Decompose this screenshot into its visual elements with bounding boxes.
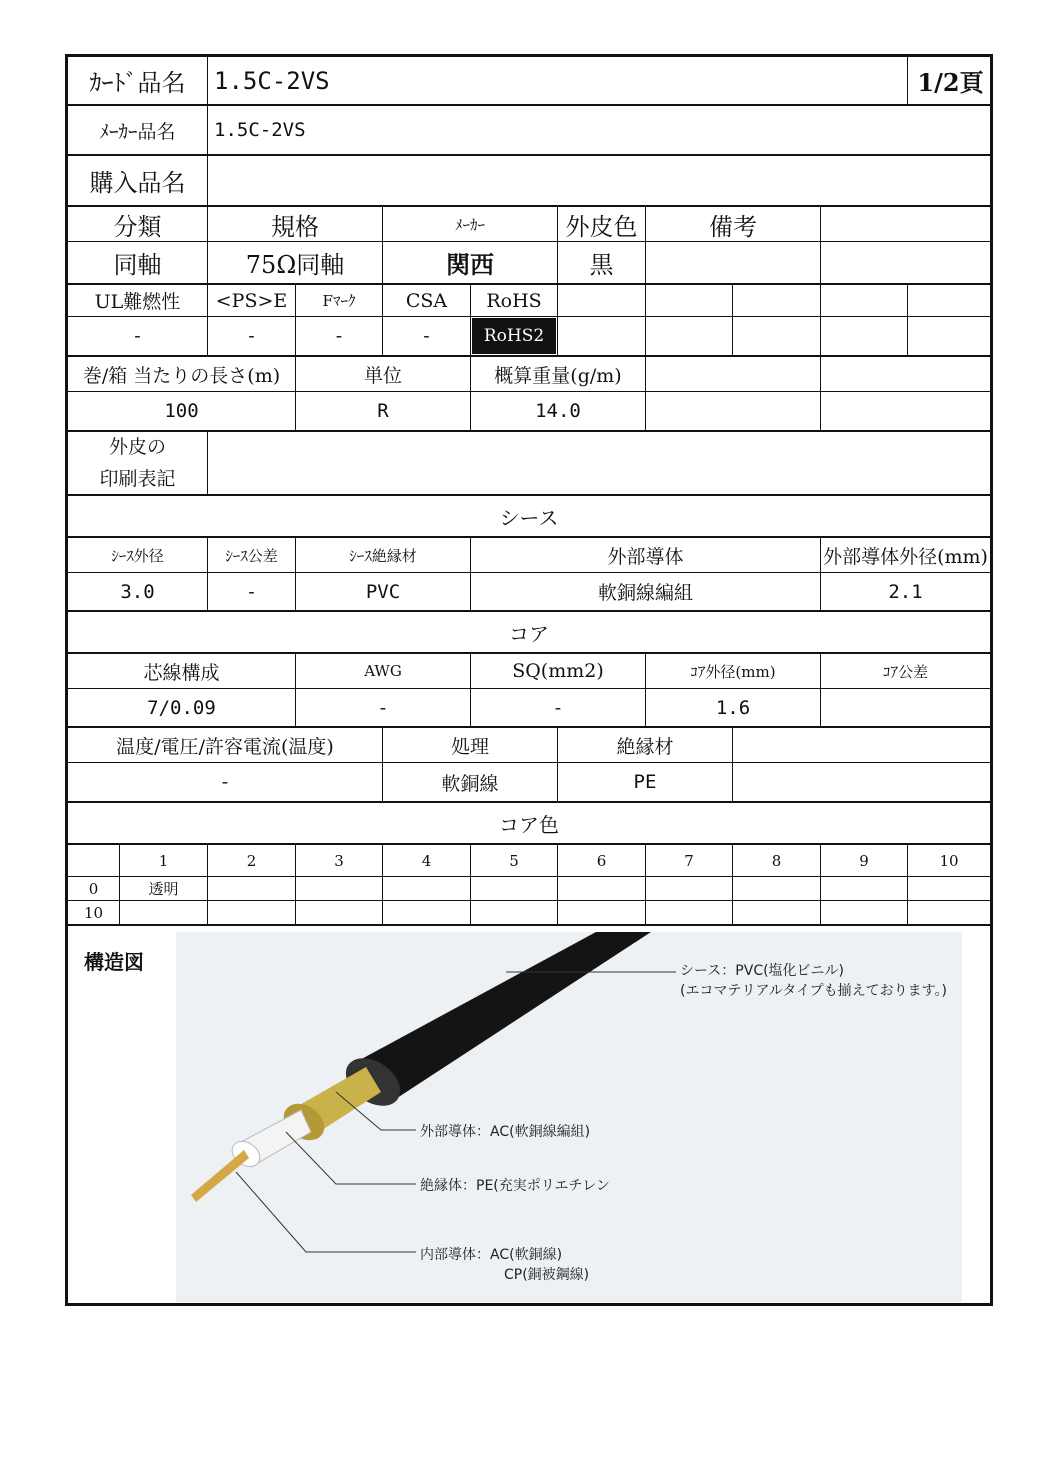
core-color-col-2: 2 — [208, 845, 296, 876]
cert-header-pse: <PS>E — [208, 285, 296, 316]
cert-header-row — [68, 285, 990, 317]
core-color-section-title: コア色 — [68, 803, 990, 845]
card-name-row — [68, 57, 990, 106]
cert-value-blank-2 — [646, 317, 733, 355]
core-color-row-label: 10 — [68, 901, 120, 924]
print-marking-label-line1: 外皮の — [108, 436, 166, 458]
core-color-col-8: 8 — [733, 845, 821, 876]
structure-diagram-area — [68, 928, 990, 1303]
print-marking-label — [68, 432, 208, 494]
core-color-cell — [296, 901, 383, 924]
core-color-col-6: 6 — [558, 845, 646, 876]
core-color-row-0 — [68, 877, 990, 901]
process-header-insulation: 絶縁材 — [558, 728, 733, 762]
spec-header-remarks: 備考 — [646, 207, 821, 241]
core-color-cell — [908, 901, 990, 924]
core-value-construction: 7/0.09 — [68, 689, 296, 726]
core-color-cell — [821, 901, 908, 924]
process-value-temp: - — [68, 763, 383, 801]
sheath-value-row — [68, 573, 990, 612]
core-color-cell — [120, 901, 208, 924]
core-value-sq: - — [471, 689, 646, 726]
purchase-name-value — [208, 156, 990, 205]
length-header-blank-1 — [646, 357, 821, 391]
structure-diagram-title: 構造図 — [84, 950, 144, 974]
process-value-insulation: PE — [558, 763, 733, 801]
process-value-blank — [733, 763, 990, 801]
core-value-tolerance — [821, 689, 990, 726]
length-value-row — [68, 392, 990, 432]
sheath-header-outer-od: 外部導体外径(mm) — [823, 545, 988, 568]
core-color-cell — [821, 877, 908, 900]
core-color-cell — [733, 877, 821, 900]
spec-sheet — [65, 54, 993, 1306]
core-color-cell — [646, 901, 733, 924]
page-number: 1/2頁 — [917, 68, 984, 97]
spec-value-standard: 75Ω同軸 — [208, 242, 383, 283]
core-color-cell — [208, 877, 296, 900]
sheath-label-line1: シース：PVC(塩化ビニル) — [680, 963, 845, 979]
core-header-od: ｺｱ外径(mm) — [646, 654, 821, 688]
core-color-col-5: 5 — [471, 845, 558, 876]
cert-header-rohs: RoHS — [471, 285, 558, 316]
spec-header-category: 分類 — [68, 207, 208, 241]
cert-header-blank-4 — [821, 285, 908, 316]
purchase-name-label: 購入品名 — [68, 156, 208, 205]
core-header-construction: 芯線構成 — [68, 654, 296, 688]
length-header-per-roll: 巻/箱 当たりの長さ(m) — [68, 357, 296, 391]
length-value-weight: 14.0 — [471, 392, 646, 430]
core-color-cell — [558, 877, 646, 900]
length-header-unit: 単位 — [296, 357, 471, 391]
spec-header-row — [68, 207, 990, 242]
spec-value-remarks — [646, 242, 821, 283]
sheath-header-tolerance: ｼｰｽ公差 — [208, 538, 296, 572]
cert-header-fmark: Fﾏｰｸ — [296, 285, 383, 316]
core-color-cell — [383, 901, 471, 924]
length-header-row — [68, 357, 990, 392]
core-value-row — [68, 689, 990, 728]
sheath-header-od: ｼｰｽ外径 — [68, 538, 208, 572]
sheath-value-outer-od: 2.1 — [888, 580, 923, 603]
core-color-cell: 透明 — [120, 877, 208, 900]
spec-value-category: 同軸 — [68, 242, 208, 283]
core-value-awg: - — [296, 689, 471, 726]
core-color-col-3: 3 — [296, 845, 383, 876]
sheath-value-outer-conductor: 軟銅線編組 — [471, 573, 821, 610]
cert-value-row — [68, 317, 990, 357]
cert-header-blank-5 — [908, 285, 990, 316]
purchase-name-row — [68, 156, 990, 207]
cert-value-rohs — [471, 317, 558, 355]
maker-name-label: ﾒｰｶｰ品名 — [68, 106, 208, 154]
cert-header-blank-1 — [558, 285, 646, 316]
sheath-header-outer-conductor: 外部導体 — [471, 538, 821, 572]
cert-value-blank-1 — [558, 317, 646, 355]
print-marking-value — [208, 432, 990, 494]
outer-conductor-label: 外部導体：AC(軟銅線編組) — [420, 1124, 591, 1140]
print-marking-label-line2: 印刷表記 — [99, 468, 176, 490]
length-value-per-roll: 100 — [68, 392, 296, 430]
spec-value-row — [68, 242, 990, 285]
cert-header-ul: UL難燃性 — [68, 285, 208, 316]
core-header-sq: SQ(mm2) — [471, 654, 646, 688]
core-color-row-label: 0 — [68, 877, 120, 900]
cert-header-blank-3 — [733, 285, 821, 316]
length-value-blank-2 — [821, 392, 990, 430]
length-header-weight: 概算重量(g/m) — [471, 357, 646, 391]
spec-value-extra — [821, 242, 990, 283]
process-value-row — [68, 763, 990, 803]
sheath-value-material: PVC — [296, 573, 471, 610]
cert-value-blank-4 — [821, 317, 908, 355]
spec-header-maker: ﾒｰｶｰ — [383, 207, 558, 241]
spec-header-extra — [821, 207, 990, 241]
card-name-value: 1.5C-2VS — [208, 57, 908, 104]
core-value-od: 1.6 — [646, 689, 821, 726]
process-header-treatment: 処理 — [383, 728, 558, 762]
core-color-header-row — [68, 845, 990, 877]
core-section-title: コア — [68, 612, 990, 654]
process-header-row — [68, 728, 990, 763]
core-color-cell — [296, 877, 383, 900]
sheath-section-title: シース — [68, 496, 990, 538]
cert-header-blank-2 — [646, 285, 733, 316]
sheath-value-tolerance: - — [208, 573, 296, 610]
spec-value-color: 黒 — [558, 242, 646, 283]
core-color-col-10: 10 — [939, 851, 959, 870]
core-color-cell — [558, 901, 646, 924]
cert-value-pse: - — [208, 317, 296, 355]
maker-name-row — [68, 106, 990, 156]
sheath-header-row — [68, 538, 990, 573]
length-header-blank-2 — [821, 357, 990, 391]
spec-header-color: 外皮色 — [558, 207, 646, 241]
maker-name-value: 1.5C-2VS — [214, 119, 306, 141]
cert-value-blank-3 — [733, 317, 821, 355]
sheath-label-line2: (エコマテリアルタイプも揃えております。) — [680, 983, 947, 999]
core-color-cell — [471, 901, 558, 924]
core-color-col-7: 7 — [646, 845, 733, 876]
sheath-header-material: ｼｰｽ絶縁材 — [296, 538, 471, 572]
inner-conductor-label-line2: CP(銅被鋼線) — [504, 1267, 590, 1283]
process-header-temp: 温度/電圧/許容電流(温度) — [68, 728, 383, 762]
cert-header-csa: CSA — [383, 285, 471, 316]
core-header-row — [68, 654, 990, 689]
cert-value-ul: - — [68, 317, 208, 355]
print-marking-row — [68, 432, 990, 496]
core-color-cell — [383, 877, 471, 900]
cert-value-blank-5 — [908, 317, 990, 355]
core-color-cell — [471, 877, 558, 900]
core-color-cell — [908, 877, 990, 900]
length-value-blank-1 — [646, 392, 821, 430]
spec-value-maker: 関西 — [383, 242, 558, 283]
core-color-col-4: 4 — [383, 845, 471, 876]
core-color-cell — [208, 901, 296, 924]
cert-value-csa: - — [383, 317, 471, 355]
core-color-row-10 — [68, 901, 990, 926]
cert-value-fmark: - — [296, 317, 383, 355]
spec-header-standard: 規格 — [208, 207, 383, 241]
insulator-label: 絶縁体：PE(充実ポリエチレン — [420, 1178, 610, 1194]
sheath-value-od: 3.0 — [68, 573, 208, 610]
process-value-treatment: 軟銅線 — [383, 763, 558, 801]
card-name-label: ｶｰﾄﾞ品名 — [68, 57, 208, 104]
core-color-col-9: 9 — [821, 845, 908, 876]
core-header-tolerance: ｺｱ公差 — [882, 662, 928, 681]
core-color-corner — [68, 845, 120, 876]
process-header-blank — [733, 728, 990, 762]
inner-conductor-label-line1: 内部導体：AC(軟銅線) — [420, 1247, 563, 1263]
core-header-awg: AWG — [296, 654, 471, 688]
rohs-badge: RoHS2 — [472, 318, 556, 354]
core-color-col-1: 1 — [120, 845, 208, 876]
core-color-cell — [733, 901, 821, 924]
length-value-unit: R — [296, 392, 471, 430]
core-color-cell — [646, 877, 733, 900]
